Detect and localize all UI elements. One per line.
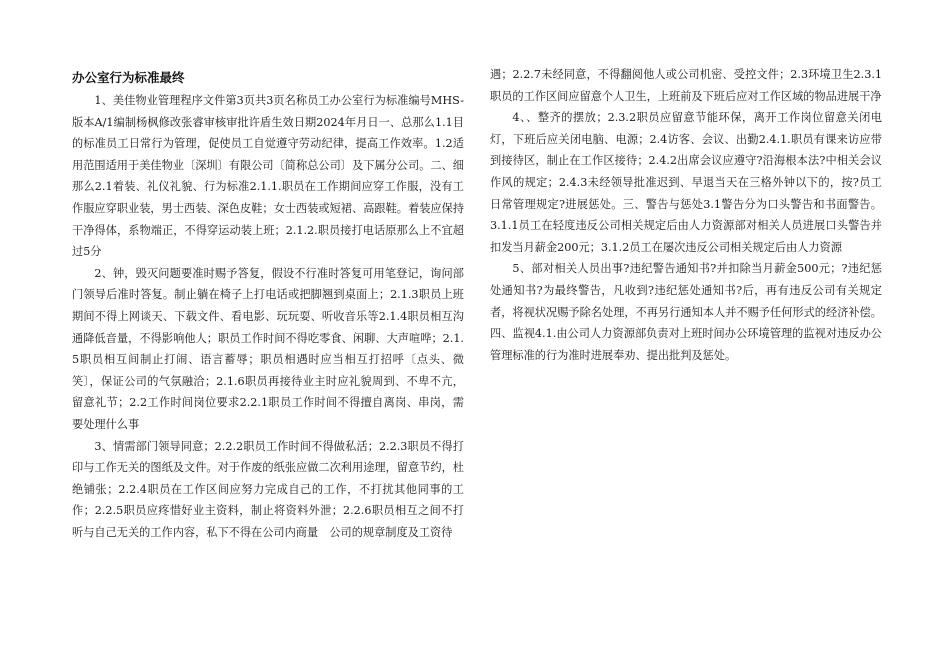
paragraph-4: 4、、整齐的摆放；2.3.2职员应留意节能环保，离开工作岗位留意关闭电灯，下班后应关闭电脑、电源；2.4访客、会议、出勤2.4.1.职员有课来访应带到接待区，制止在工作区接待；2.4.2出席会议应遵守?沿海根本法?中相关会议作风的规定；2.4.3未经领导批准迟到、早退当天在三格外钟以下的，按?员工日常管理规定?进展惩处。三、警告与惩处3.1警告分为口头警告和书面警告。3.1.1员工在轻度违反公司相关规定后由人力资源部对相关人员进展口头警告并扣发当月薪金200元；3.1.2员工在屡次违反公司相关规定后由人力资源 [490,111,882,254]
paragraph-3-continued: 遇；2.2.7未经同意，不得翻阅他人或公司机密、受控文件；2.3环境卫生2.3.1职员的工作区间应留意个人卫生，上班前及下班后应对工作区域的物品进展干净 [490,68,882,103]
right-column [490,64,882,366]
left-column [72,64,464,543]
paragraph-2: 2、钟，毁灭问题要准时赐予答复，假设不行准时答复可用笔登记，询问部门领导后准时答复。制止躺在椅子上打电话或把脚翘到桌面上；2.1.3职员上班期间不得上网谈天、下载文件、看电影、玩玩耍、听收音乐等2.1.4职员相互沟通降低音量，不得影响他人；职员工作时间不得吃零食、闲聊、大声喧哗；2.1.5职员相互间制止打闹、语言蓄辱；职员相遇时应当相互打招呼〔点头、微笑〕，保证公司的气氛融洽；2.1.6职员再接待业主时应礼貌周到、不卑不亢，留意礼节；2.2工作时间岗位要求2.2.1职员工作时间不得擅自离岗、串岗，需要处理什么事 [72,266,464,431]
paragraph-3: 3、情需部门领导同意；2.2.2职员工作时间不得做私活；2.2.3职员不得打印与工作无关的图纸及文件。对于作废的纸张应做二次利用途理，留意节约，杜绝铺张；2.2.4职员在工作区间应努力完成自己的工作，不打扰其他同事的工作；2.2.5职员应疼惜好业主资料，制止将资料外泄；2.2.6职员相互之间不打听与自己无关的工作内容，私下不得在公司内商量 公司的规章制度及工资待 [72,439,464,539]
paragraph-5: 5、部对相关人员出事?违纪警告通知书?并扣除当月薪金500元；?违纪惩处通知书?为最终警告，凡收到?违纪惩处通知书?后，再有违反公司有关规定者，将视状况赐予除名处理，不再另行通知本人并不赐予任何形式的经济补偿。四、监视4.1.由公司人力资源部负责对上班时间办公环境管理的监视对违反办公管理标准的行为准时进展奉劝、提出批判及惩处。 [490,262,882,362]
document-title: 办公室行为标准最终 [72,70,185,85]
paragraph-1: 1、美佳物业管理程序文件第3页共3页名称员工办公室行为标准编号MHS-版本A/1编制杨枫修改张睿审核审批许盾生效日期2024年月日一、总那么1.1目的标准员工日常行为管理，促使员工自觉遵守劳动纪律，提高工作效率。1.2适用范围适用于美佳物业〔深圳〕有限公司〔简称总公司〕及下属分公司。二、细那么2.1着装、礼仪礼貌、行为标准2.1.1.职员在工作期间应穿工作服，没有工作服应穿职业装，男士西装、深色皮鞋；女士西装或短裙、高跟鞋。着装应保持干净得体，系物端正，不得穿运动装上班；2.1.2.职员接打电话原那么上不宜超过5分 [72,94,464,259]
